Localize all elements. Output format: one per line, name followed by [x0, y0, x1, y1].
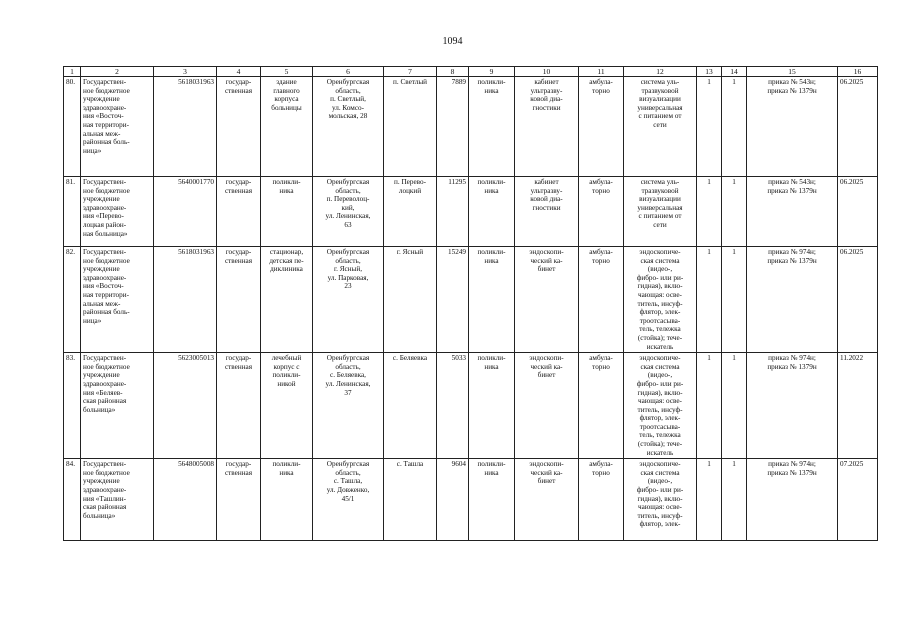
row-number: 84.	[66, 460, 75, 469]
quantity-b-cell	[722, 459, 747, 541]
care-mode: амбула- торно	[589, 354, 613, 371]
target-date-cell	[838, 247, 878, 353]
ownership-form-cell	[217, 177, 261, 247]
organization-name-cell	[81, 353, 154, 459]
row-number-cell	[64, 353, 81, 459]
building-name-cell	[261, 353, 313, 459]
quantity-b-cell	[722, 77, 747, 177]
order-reference-cell	[747, 459, 838, 541]
inn-code-cell	[154, 353, 217, 459]
locality: с. Беляевка	[392, 354, 428, 363]
address-cell	[313, 177, 384, 247]
inn-code: 5623005013	[178, 354, 214, 363]
equipment-name-cell	[624, 77, 697, 177]
equipment-name: система уль- тразвуковой визуализации универсальная с питанием от сети	[637, 78, 683, 129]
row-number-cell	[64, 459, 81, 541]
table-row	[64, 247, 878, 353]
address: Оренбургская область, п. Переволоц- кий, ул. Ленинская, 63	[325, 178, 371, 229]
quantity-b: 1	[732, 78, 736, 86]
locality: п. Перево- лоцкий	[394, 178, 426, 195]
locality-cell	[384, 353, 437, 459]
locality-cell	[384, 77, 437, 177]
organization-name: Государствен- ное бюджетное учреждение здравоохране- ния «Перево- лоцкая район- ная больница»	[83, 178, 130, 238]
ownership-form-cell	[217, 353, 261, 459]
register-table	[63, 66, 878, 541]
ownership-form: государ- ственная	[224, 178, 253, 195]
organization-name-cell	[81, 77, 154, 177]
order-reference-cell	[747, 353, 838, 459]
care-mode-cell	[579, 353, 624, 459]
address-cell	[313, 247, 384, 353]
target-date: 07.2025	[840, 460, 864, 469]
organization-name: Государствен- ное бюджетное учреждение здравоохране- ния «Восточ- ная территори- альная меж- районная боль- ница»	[83, 248, 130, 325]
quantity-b-cell	[722, 177, 747, 247]
target-date: 06.2025	[840, 78, 864, 86]
population-cell	[437, 247, 469, 353]
quantity-a: 1	[707, 248, 711, 256]
column-number: 11	[579, 67, 624, 77]
ownership-form-cell	[217, 459, 261, 541]
quantity-b: 1	[732, 248, 736, 256]
department: поликли- ника	[477, 78, 506, 95]
table-row	[64, 77, 878, 177]
quantity-b: 1	[732, 460, 736, 469]
column-number: 10	[515, 67, 579, 77]
inn-code: 5648005008	[178, 460, 214, 469]
row-number-cell	[64, 77, 81, 177]
population-cell	[437, 353, 469, 459]
care-mode-cell	[579, 177, 624, 247]
target-date-cell	[838, 459, 878, 541]
column-number: 1	[64, 67, 81, 77]
organization-name: Государствен- ное бюджетное учреждение здравоохране- ния «Беляев- ская районная больница»	[83, 354, 130, 414]
address-cell	[313, 353, 384, 459]
department: поликли- ника	[477, 248, 506, 265]
order-reference: приказ № 543н; приказ № 1379н	[767, 78, 817, 95]
room-type-cell	[515, 353, 579, 459]
row-number-cell	[64, 247, 81, 353]
quantity-b: 1	[732, 354, 736, 363]
care-mode-cell	[579, 77, 624, 177]
order-reference: приказ № 974н; приказ № 1379н	[767, 460, 817, 477]
population-cell	[437, 459, 469, 541]
ownership-form: государ- ственная	[224, 248, 253, 265]
locality: с. Ташла	[396, 460, 424, 469]
population: 11295	[448, 178, 466, 186]
page-number: 1094	[442, 36, 463, 47]
room-type: кабинет ультразву- ковой диа- гностики	[530, 78, 563, 112]
care-mode: амбула- торно	[589, 178, 613, 195]
order-reference-cell	[747, 77, 838, 177]
quantity-b-cell	[722, 353, 747, 459]
building-name-cell	[261, 247, 313, 353]
quantity-b-cell	[722, 247, 747, 353]
equipment-name: эндоскопиче- ская система (видео-, фибро- или ри- гидная), вклю- чающая: осве- титель, инсуф- флятор, элек- троотсасыва- тель, тележка (стойка); тече- искатель	[636, 248, 684, 351]
department: поликли- ника	[477, 354, 506, 371]
column-number: 5	[261, 67, 313, 77]
population: 15249	[448, 248, 466, 256]
room-type: кабинет ультразву- ковой диа- гностики	[530, 178, 563, 212]
room-type: эндоскопи- ческий ка- бинет	[529, 354, 564, 380]
table-row	[64, 177, 878, 247]
inn-code-cell	[154, 177, 217, 247]
room-type-cell	[515, 247, 579, 353]
room-type-cell	[515, 77, 579, 177]
column-number: 8	[437, 67, 469, 77]
department-cell	[469, 177, 515, 247]
building-name-cell	[261, 459, 313, 541]
column-number: 12	[624, 67, 697, 77]
order-reference: приказ № 974н; приказ № 1379н	[767, 248, 817, 265]
address: Оренбургская область, г. Ясный, ул. Парковая, 23	[326, 248, 370, 291]
population: 7889	[451, 78, 466, 86]
target-date-cell	[838, 77, 878, 177]
building-name: здание главного корпуса больницы	[271, 78, 302, 112]
column-number: 9	[469, 67, 515, 77]
row-number: 81.	[66, 178, 75, 186]
quantity-a-cell	[697, 353, 722, 459]
care-mode: амбула- торно	[589, 248, 613, 265]
room-type: эндоскопи- ческий ка- бинет	[529, 460, 564, 486]
care-mode-cell	[579, 247, 624, 353]
row-number-cell	[64, 177, 81, 247]
equipment-name: система уль- тразвуковой визуализации универсальная с питанием от сети	[637, 178, 683, 229]
target-date: 11.2022	[840, 354, 864, 363]
quantity-a: 1	[707, 78, 711, 86]
order-reference-cell	[747, 247, 838, 353]
department-cell	[469, 353, 515, 459]
row-number: 82.	[66, 248, 75, 256]
equipment-name-cell	[624, 177, 697, 247]
quantity-a: 1	[707, 178, 711, 186]
quantity-a-cell	[697, 177, 722, 247]
room-type-cell	[515, 177, 579, 247]
department-cell	[469, 247, 515, 353]
target-date: 06.2025	[840, 248, 864, 256]
population-cell	[437, 177, 469, 247]
equipment-name: эндоскопиче- ская система (видео-, фибро- или ри- гидная), вклю- чающая: осве- титель, инсуф- флятор, элек-	[636, 460, 684, 529]
target-date-cell	[838, 177, 878, 247]
department-cell	[469, 77, 515, 177]
department: поликли- ника	[477, 460, 506, 477]
quantity-a: 1	[707, 354, 711, 363]
column-number: 2	[81, 67, 154, 77]
inn-code: 5640001770	[178, 178, 214, 186]
column-number: 14	[722, 67, 747, 77]
equipment-name-cell	[624, 353, 697, 459]
inn-code-cell	[154, 77, 217, 177]
locality-cell	[384, 247, 437, 353]
locality-cell	[384, 177, 437, 247]
ownership-form-cell	[217, 247, 261, 353]
care-mode: амбула- торно	[589, 460, 613, 477]
equipment-name-cell	[624, 459, 697, 541]
population-cell	[437, 77, 469, 177]
building-name: лечебный корпус с поликли- никой	[271, 354, 302, 388]
column-number: 16	[838, 67, 878, 77]
department: поликли- ника	[477, 178, 506, 195]
column-number: 15	[747, 67, 838, 77]
quantity-a: 1	[707, 460, 711, 469]
equipment-name: эндоскопиче- ская система (видео-, фибро- или ри- гидная), вклю- чающая: осве- титель, инсуф- флятор, элек- троотсасыва- тель, тележка (стойка); тече- искатель	[636, 354, 684, 457]
care-mode-cell	[579, 459, 624, 541]
table-row	[64, 353, 878, 459]
quantity-a-cell	[697, 77, 722, 177]
building-name: поликли- ника	[272, 460, 301, 477]
row-number: 80.	[66, 78, 75, 86]
building-name-cell	[261, 77, 313, 177]
organization-name: Государствен- ное бюджетное учреждение здравоохране- ния «Ташлин- ская районная больница»	[83, 460, 130, 520]
inn-code-cell	[154, 247, 217, 353]
building-name-cell	[261, 177, 313, 247]
care-mode: амбула- торно	[589, 78, 613, 95]
organization-name-cell	[81, 459, 154, 541]
column-number: 6	[313, 67, 384, 77]
equipment-name-cell	[624, 247, 697, 353]
column-number: 4	[217, 67, 261, 77]
address: Оренбургская область, п. Светлый, ул. Комсо- мольская, 28	[326, 78, 370, 121]
ownership-form: государ- ственная	[224, 460, 253, 477]
organization-name-cell	[81, 177, 154, 247]
inn-code: 5618031963	[178, 78, 214, 86]
column-number: 13	[697, 67, 722, 77]
quantity-b: 1	[732, 178, 736, 186]
address: Оренбургская область, с. Беляевка, ул. Ленинская, 37	[325, 354, 371, 397]
table-row	[64, 459, 878, 541]
building-name: стационар, детская пе- диклиника	[269, 248, 304, 274]
building-name: поликли- ника	[272, 178, 301, 195]
order-reference: приказ № 543н; приказ № 1379н	[767, 178, 817, 195]
order-reference: приказ № 974н; приказ № 1379н	[767, 354, 817, 371]
column-number: 3	[154, 67, 217, 77]
column-number: 7	[384, 67, 437, 77]
population: 9604	[451, 460, 466, 469]
locality: п. Светлый	[393, 78, 427, 86]
column-number-row	[64, 67, 878, 77]
organization-name: Государствен- ное бюджетное учреждение здравоохране- ния «Восточ- ная территори- альная меж- районная боль- ница»	[83, 78, 130, 155]
department-cell	[469, 459, 515, 541]
address: Оренбургская область, с. Ташла, ул. Довженко, 45/1	[326, 460, 370, 503]
ownership-form: государ- ственная	[224, 78, 253, 95]
quantity-a-cell	[697, 247, 722, 353]
target-date: 06.2025	[840, 178, 864, 186]
organization-name-cell	[81, 247, 154, 353]
locality: г. Ясный	[396, 248, 424, 256]
ownership-form: государ- ственная	[224, 354, 253, 371]
inn-code-cell	[154, 459, 217, 541]
row-number: 83.	[66, 354, 75, 363]
address-cell	[313, 459, 384, 541]
locality-cell	[384, 459, 437, 541]
room-type-cell	[515, 459, 579, 541]
target-date-cell	[838, 353, 878, 459]
address-cell	[313, 77, 384, 177]
order-reference-cell	[747, 177, 838, 247]
room-type: эндоскопи- ческий ка- бинет	[529, 248, 564, 274]
quantity-a-cell	[697, 459, 722, 541]
population: 5033	[451, 354, 466, 363]
ownership-form-cell	[217, 77, 261, 177]
inn-code: 5618031963	[178, 248, 214, 256]
